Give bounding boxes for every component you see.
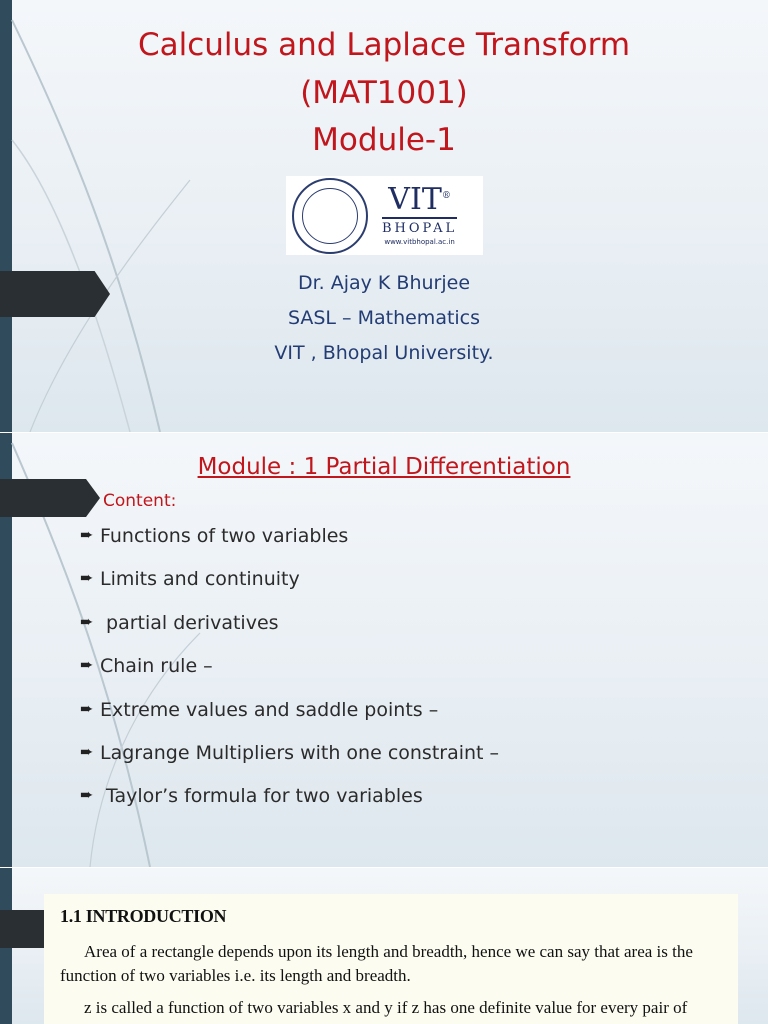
registered-mark: ®	[441, 191, 451, 201]
arrow-bullet-icon: ➨	[80, 785, 94, 805]
author-department: SASL – Mathematics	[287, 307, 481, 329]
list-item: ➨ Lagrange Multipliers with one constraint –	[80, 741, 500, 764]
author-name: Dr. Ajay K Bhurjee	[297, 272, 471, 294]
university-seal-icon	[292, 178, 368, 254]
paragraph: Area of a rectangle depends upon its length and breadth, hence we can say that area is the function of two variables i.e. its length and breadth.	[60, 942, 693, 985]
list-item: ➨ Limits and continuity	[80, 568, 300, 591]
introduction-slide	[0, 868, 768, 1024]
content-slide	[0, 433, 768, 867]
vit-bhopal-logo	[286, 176, 483, 255]
list-item: ➨ Chain rule –	[80, 655, 213, 678]
decorative-curves	[0, 0, 200, 432]
arrow-bullet-icon: ➨	[80, 525, 94, 544]
arrow-bullet-icon: ➨	[80, 698, 94, 718]
logo-website: www.vitbhopal.ac.in	[384, 238, 455, 246]
title-slide	[0, 0, 768, 432]
module-title: Module-1	[312, 122, 456, 158]
list-item: ➨ Extreme values and saddle points –	[80, 698, 439, 721]
arrow-bullet-icon: ➨	[80, 568, 94, 588]
section-heading: 1.1 INTRODUCTION	[60, 906, 227, 926]
slide-tab-marker	[0, 479, 100, 517]
list-item: ➨ Functions of two variables	[80, 525, 349, 547]
arrow-bullet-icon: ➨	[80, 741, 94, 761]
course-title: Calculus and Laplace Transform	[137, 27, 631, 63]
logo-campus: BHOPAL	[382, 217, 457, 236]
logo-wordmark	[382, 182, 458, 246]
topic-list	[80, 525, 499, 829]
list-item: ➨ Taylor’s formula for two variables	[80, 785, 423, 808]
arrow-bullet-icon: ➨	[80, 611, 94, 631]
course-code: (MAT1001)	[300, 75, 468, 111]
list-item: ➨ partial derivatives	[80, 611, 279, 634]
arrow-bullet-icon: ➨	[80, 655, 94, 675]
module-heading: Module : 1 Partial Differentiation	[197, 454, 571, 480]
content-label: Content:	[103, 491, 177, 511]
author-institution: VIT , Bhopal University.	[274, 342, 494, 364]
paragraph: z is called a function of two variables x and y if z has one definite value for every pair of	[84, 998, 688, 1017]
scanned-page	[44, 894, 738, 1024]
logo-brand: VIT	[388, 182, 442, 217]
